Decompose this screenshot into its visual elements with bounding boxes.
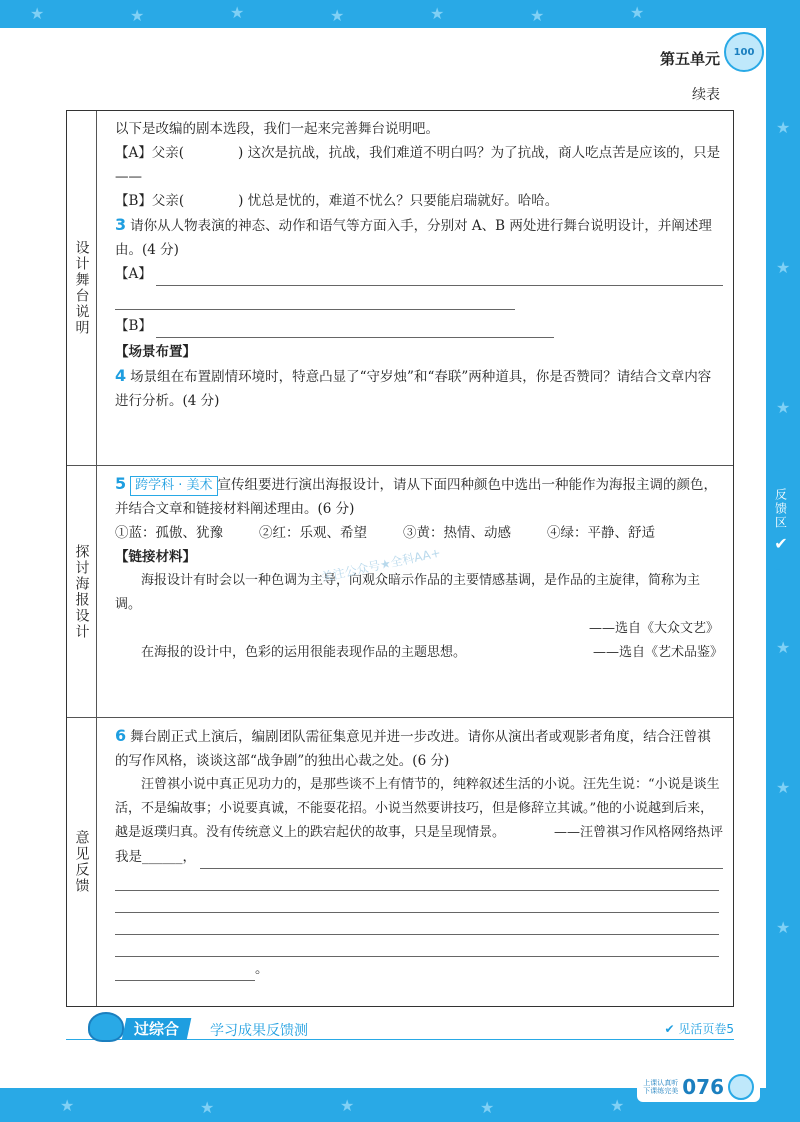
star-icon: ★ bbox=[200, 1098, 215, 1117]
section-label: 设计舞台说明 bbox=[73, 240, 90, 336]
section-label: 意见反馈 bbox=[73, 830, 90, 894]
answer-line-start[interactable] bbox=[115, 845, 723, 869]
star-icon: ★ bbox=[480, 1098, 495, 1117]
page-number: 076 bbox=[682, 1075, 724, 1099]
section-stage-directions bbox=[67, 111, 733, 466]
scene-header: 【场景布置】 bbox=[115, 344, 196, 360]
bottom-subtitle: 学习成果反馈测 bbox=[210, 1023, 308, 1039]
source-2: ——选自《艺术品鉴》 bbox=[592, 645, 723, 660]
answer-end: 。 bbox=[255, 961, 269, 977]
watermark: 关注公众号★全科AA+ bbox=[319, 545, 442, 585]
color-options bbox=[115, 521, 723, 545]
question-6: 6 舞台剧正式上演后，编剧团队需征集意见并进一步改进。请你从演出者或观影者角度，结合汪曾祺的写作风格，谈谈这部“战争剧”的独出心裁之处。(6 分) bbox=[115, 726, 711, 769]
check-icon: ✔ bbox=[774, 533, 788, 553]
option-item: ②红：乐观、希望 bbox=[259, 525, 367, 541]
answer-line[interactable] bbox=[115, 891, 719, 913]
quote-source: ——汪曾祺习作风格网络热评 bbox=[553, 825, 723, 840]
intro-text: 以下是改编的剧本选段，我们一起来完善舞台说明吧。 bbox=[115, 121, 439, 137]
answer-line-end[interactable] bbox=[115, 957, 723, 981]
star-icon: ★ bbox=[130, 6, 145, 25]
answer-line-b[interactable] bbox=[115, 314, 723, 338]
answer-line[interactable] bbox=[115, 935, 719, 957]
answer-prefix: 我是______， bbox=[115, 849, 196, 865]
feedback-side-tab[interactable] bbox=[766, 470, 796, 570]
star-icon: ★ bbox=[776, 638, 791, 657]
star-icon: ★ bbox=[230, 3, 245, 22]
side-tab-label: 反馈区 bbox=[773, 487, 788, 530]
option-item: ④绿：平静、舒适 bbox=[547, 525, 655, 541]
star-icon: ★ bbox=[340, 1096, 355, 1115]
top-frame bbox=[0, 0, 800, 28]
mascot-icon bbox=[728, 1074, 754, 1100]
answer-line-a[interactable] bbox=[115, 262, 723, 286]
bottom-label: 过综合 bbox=[122, 1018, 192, 1040]
star-icon: ★ bbox=[776, 258, 791, 277]
star-icon: ★ bbox=[776, 918, 791, 937]
star-icon: ★ bbox=[776, 118, 791, 137]
star-icon: ★ bbox=[430, 4, 445, 23]
answer-line[interactable] bbox=[115, 913, 719, 935]
see-appendix-link[interactable]: ✔ 见活页卷5 bbox=[664, 1022, 734, 1036]
star-icon: ★ bbox=[330, 6, 345, 25]
question-3: 3 请你从人物表演的神态、动作和语气等方面入手，分别对 A、B 两处进行舞台说明设计，并阐述理由。(4 分) bbox=[115, 215, 712, 258]
star-icon: ★ bbox=[630, 3, 645, 22]
mascot-icon bbox=[88, 1012, 124, 1042]
answer-line[interactable] bbox=[115, 869, 719, 891]
page-number-box: 上课认真听 下课练完美 076 bbox=[637, 1072, 760, 1102]
star-icon: ★ bbox=[610, 1096, 625, 1115]
material-header: 【链接材料】 bbox=[115, 549, 196, 565]
continued-label: 续表 bbox=[692, 87, 720, 103]
option-item: ③黄：热情、动感 bbox=[403, 525, 511, 541]
answer-label-a: 【A】 bbox=[115, 266, 152, 282]
star-icon: ★ bbox=[530, 6, 545, 25]
cross-subject-tag: 跨学科 · 美术 bbox=[130, 476, 217, 496]
star-icon: ★ bbox=[60, 1096, 75, 1115]
source-1: ——选自《大众文艺》 bbox=[588, 621, 719, 636]
question-4: 4 场景组在布置剧情环境时，特意凸显了“守岁烛”和“春联”两种道具，你是否赞同？请结合文章内容进行分析。(4 分) bbox=[115, 366, 712, 409]
star-icon: ★ bbox=[776, 778, 791, 797]
question-number: 3 bbox=[115, 215, 127, 234]
unit-title: 第五单元 bbox=[659, 50, 720, 68]
question-number: 5 bbox=[115, 474, 127, 493]
quote-text: 汪曾祺小说中真正见功力的，是那些谈不上有情节的，纯粹叙述生活的小说。汪先生说：“小说是谈生活，不是编故事；小说要真诚，不能耍花招。小说当然要讲技巧，但是修辞立其诚。”他的小说越到后来，越是返璞归真。没有传统意义上的跌宕起伏的故事，只是呈现情景。 ——汪曾祺习作风格网络热评 bbox=[115, 773, 723, 845]
bottom-bar bbox=[66, 1018, 734, 1044]
section-poster-design bbox=[67, 466, 733, 718]
star-icon: ★ bbox=[30, 4, 45, 23]
question-number: 6 bbox=[115, 726, 127, 745]
script-b: 【B】父亲( ) 忧总是忧的，难道不忧么？只要能启瑞就好。哈哈。 bbox=[115, 193, 559, 209]
option-item: ①蓝：孤傲、犹豫 bbox=[115, 525, 223, 541]
answer-label-b: 【B】 bbox=[115, 318, 152, 334]
section-label: 探讨海报设计 bbox=[73, 543, 90, 640]
material-2: ——选自《艺术品鉴》 在海报的设计中，色彩的运用很能表现作品的主题思想。 bbox=[115, 641, 723, 665]
star-icon: ★ bbox=[776, 398, 791, 417]
script-a: 【A】父亲( ) 这次是抗战，抗战，我们难道不明白吗？为了抗战，商人吃点苦是应该的，只是—— bbox=[115, 145, 721, 185]
question-5: 5 跨学科 · 美术 宣传组要进行演出海报设计，请从下面四种颜色中选出一种能作为海报主调的颜色，并结合文章和链接材料阐述理由。(6 分) bbox=[115, 474, 718, 517]
section-feedback bbox=[67, 718, 733, 1006]
material-1: 海报设计有时会以一种色调为主导，向观众暗示作品的主要情感基调，是作品的主旋律，简称为主调。 bbox=[115, 573, 701, 612]
question-number: 4 bbox=[115, 366, 127, 385]
answer-line-a-2[interactable] bbox=[115, 286, 723, 310]
mascot-badge-icon: 100 bbox=[724, 32, 764, 72]
